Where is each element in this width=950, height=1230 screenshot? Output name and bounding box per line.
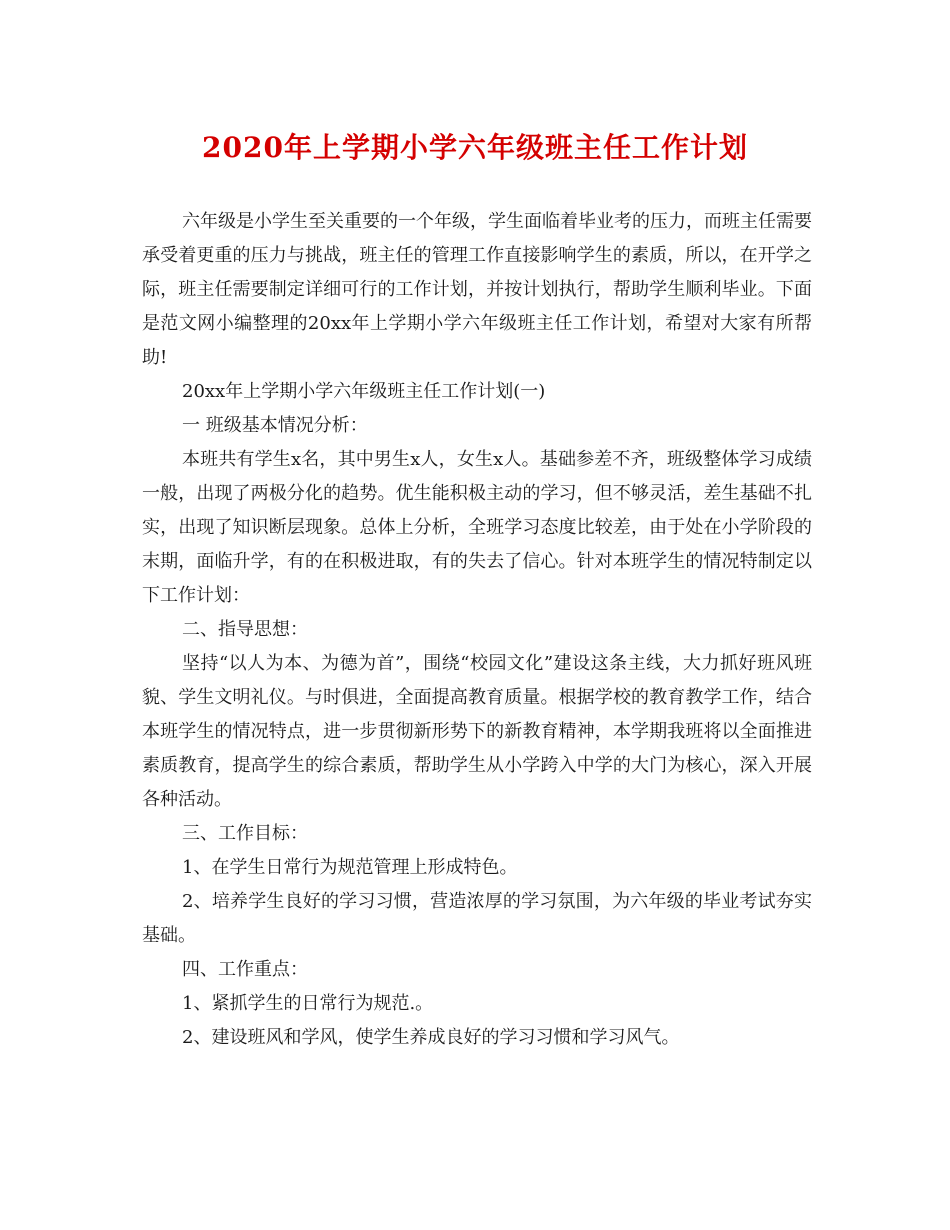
plan-subtitle: 20xx年上学期小学六年级班主任工作计划(一) — [182, 381, 546, 402]
section-paragraph-2: 坚持“以人为本、为德为首”，围绕“校园文化”建设这条主线，大力抓好班风班貌、学生文明礼仪。与时俱进，全面提高教育质量。根据学校的教育教学工作，结合本班学生的情况特点，进一步贯彻新形势下的新教育精神，本学期我班将以全面推进素质教育，提高学生的综合素质，帮助学生从小学跨入中学的大门为核心，深入开展各种活动。 — [142, 653, 812, 810]
section-heading-1: 一 班级基本情况分析： — [182, 415, 368, 436]
goal-item-1: 1、在学生日常行为规范管理上形成特色。 — [182, 857, 518, 878]
document-body — [142, 205, 812, 1055]
goal-item-2: 2、培养学生良好的学习习惯，营造浓厚的学习氛围，为六年级的毕业考试夯实基础。 — [142, 891, 812, 946]
focus-item-1: 1、紧抓学生的日常行为规范.。 — [182, 993, 434, 1014]
document-title: 2020年上学期小学六年级班主任工作计划 — [202, 131, 748, 164]
section-heading-4: 四、工作重点： — [182, 959, 308, 980]
section-heading-3: 三、工作目标： — [182, 823, 308, 844]
focus-item-2: 2、建设班风和学风，使学生养成良好的学习习惯和学习风气。 — [182, 1027, 680, 1048]
section-heading-2: 二、指导思想： — [182, 619, 308, 640]
section-paragraph-1: 本班共有学生x名，其中男生x人，女生x人。基础参差不齐，班级整体学习成绩一般，出现了两极分化的趋势。优生能积极主动的学习，但不够灵活，差生基础不扎实，出现了知识断层现象。总体上分析，全班学习态度比较差，由于处在小学阶段的末期，面临升学，有的在积极进取，有的失去了信心。针对本班学生的情况特制定以下工作计划： — [142, 449, 812, 606]
intro-paragraph: 六年级是小学生至关重要的一个年级，学生面临着毕业考的压力，而班主任需要承受着更重的压力与挑战，班主任的管理工作直接影响学生的素质，所以，在开学之际，班主任需要制定详细可行的工作计划，并按计划执行，帮助学生顺利毕业。下面是范文网小编整理的20xx年上学期小学六年级班主任工作计划，希望对大家有所帮助! — [142, 211, 812, 368]
